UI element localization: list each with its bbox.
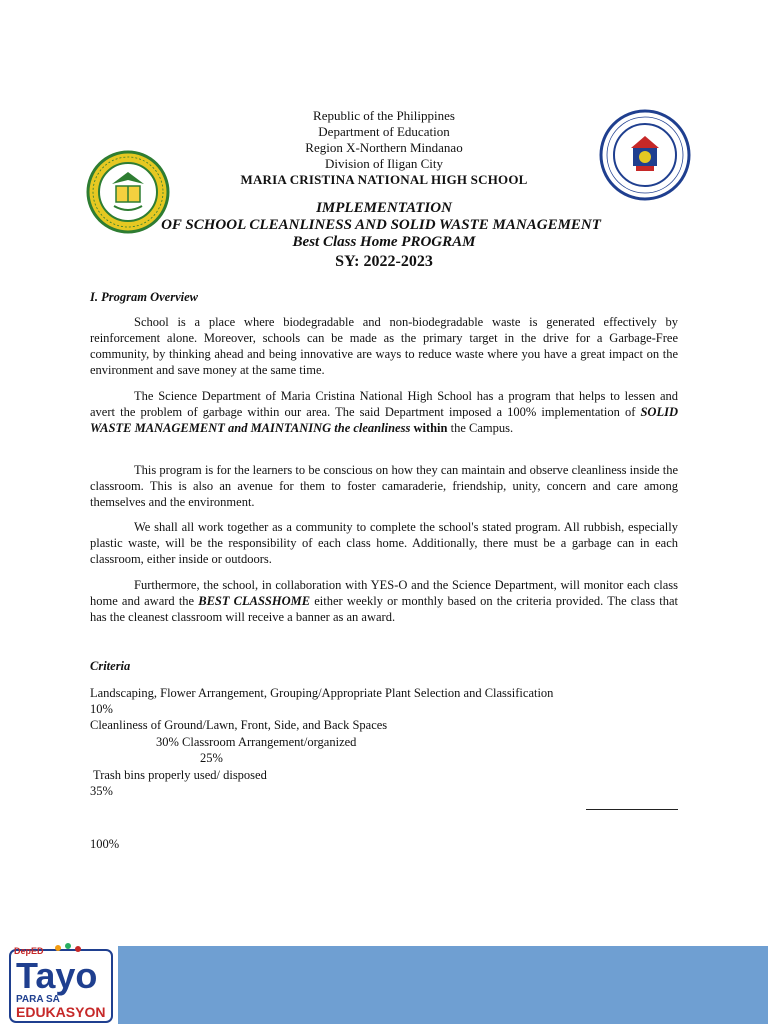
title-best-class-home: Best Class Home PROGRAM: [292, 234, 476, 250]
paragraph-5-emphasis: BEST CLASSHOME: [198, 594, 311, 608]
paragraph-4-text: We shall all work together as a community to complete the school's stated program. All rubbish, especially plastic waste, will be the responsibility of each class home. Additionally, there must be a garbage can in each classroom, either inside or outdoors.: [90, 520, 678, 566]
logo-edukasyon-text: EDUKASYON: [16, 1004, 106, 1020]
paragraph-1-text: School is a place where biodegradable and non-biodegradable waste is generated effectively by reinforcement alone. Moreover, schools can be made as the primary target in the drive for a Garbage-Free community, by thinking ahead and being innovative are ways to reduce waste where you have a great impact on the environment and save money at the same time.: [90, 315, 678, 377]
deped-tayo-logo: [8, 940, 114, 1024]
criteria-heading: Criteria: [90, 659, 131, 673]
criterion-cleanliness: Cleanliness of Ground/Lawn, Front, Side, and Back Spaces: [90, 718, 388, 732]
letterhead-school: MARIA CRISTINA NATIONAL HIGH SCHOOL: [240, 172, 528, 187]
title-implementation: IMPLEMENTATION: [316, 200, 452, 216]
paragraph-2-tail: the Campus.: [447, 421, 514, 435]
paragraph-5: [90, 577, 678, 625]
criteria-total: 100%: [90, 837, 120, 851]
paragraph-3: [90, 462, 678, 510]
section-heading-overview: I. Program Overview: [90, 290, 198, 304]
criterion-classroom-arrangement: 30% Classroom Arrangement/organized: [156, 735, 357, 749]
paragraph-2-text: The Science Department of Maria Cristina National High School has a program that helps to lessen and avert the problem of garbage within our area. The said Department imposed a 100% implementation of: [90, 389, 678, 419]
paragraph-3-text: This program is for the learners to be conscious on how they can maintain and observe cleanliness inside the classroom. This is also an avenue for them to foster camaraderie, friendship, unity, concern and care among themselves and the environment.: [90, 463, 678, 509]
criterion-classroom-percent: 25%: [200, 751, 223, 765]
paragraph-2-within: within: [410, 421, 448, 435]
criterion-trash-percent: 35%: [90, 784, 113, 798]
letterhead-division: Division of Iligan City: [324, 156, 444, 171]
criterion-landscaping-percent: 10%: [90, 702, 113, 716]
criterion-trash-bins: Trash bins properly used/ disposed: [93, 768, 267, 782]
letterhead-region: Region X-Northern Mindanao: [305, 140, 463, 155]
criterion-landscaping: Landscaping, Flower Arrangement, Grouping/Appropriate Plant Selection and Classification: [90, 686, 554, 700]
logo-deped-text: DepED: [14, 946, 44, 956]
paragraph-1: [90, 314, 678, 378]
logo-tayo-text: Tayo: [16, 955, 98, 996]
letterhead-department: Department of Education: [318, 124, 450, 139]
title-program-name: OF SCHOOL CLEANLINESS AND SOLID WASTE MANAGEMENT: [161, 217, 601, 233]
logo-para-sa-text: PARA SA: [16, 994, 60, 1005]
deped-seal-logo: [598, 108, 692, 202]
letterhead-republic: Republic of the Philippines: [313, 108, 455, 123]
paragraph-2-emphasis: SOLID WASTE MANAGEMENT and MAINTANING the cleanliness: [90, 405, 678, 435]
paragraph-5-text: Furthermore, the school, in collaboration with YES-O and the Science Department, will monitor each class home and award the: [90, 578, 678, 608]
total-rule-line: [586, 809, 678, 810]
paragraph-5-tail: either weekly or monthly based on the criteria provided. The class that has the cleanest classroom will receive a banner as an award.: [90, 594, 678, 624]
paragraph-4: [90, 519, 678, 567]
document-title: [0, 200, 768, 270]
school-year: SY: 2022-2023: [335, 253, 433, 270]
paragraph-2: [90, 388, 678, 436]
